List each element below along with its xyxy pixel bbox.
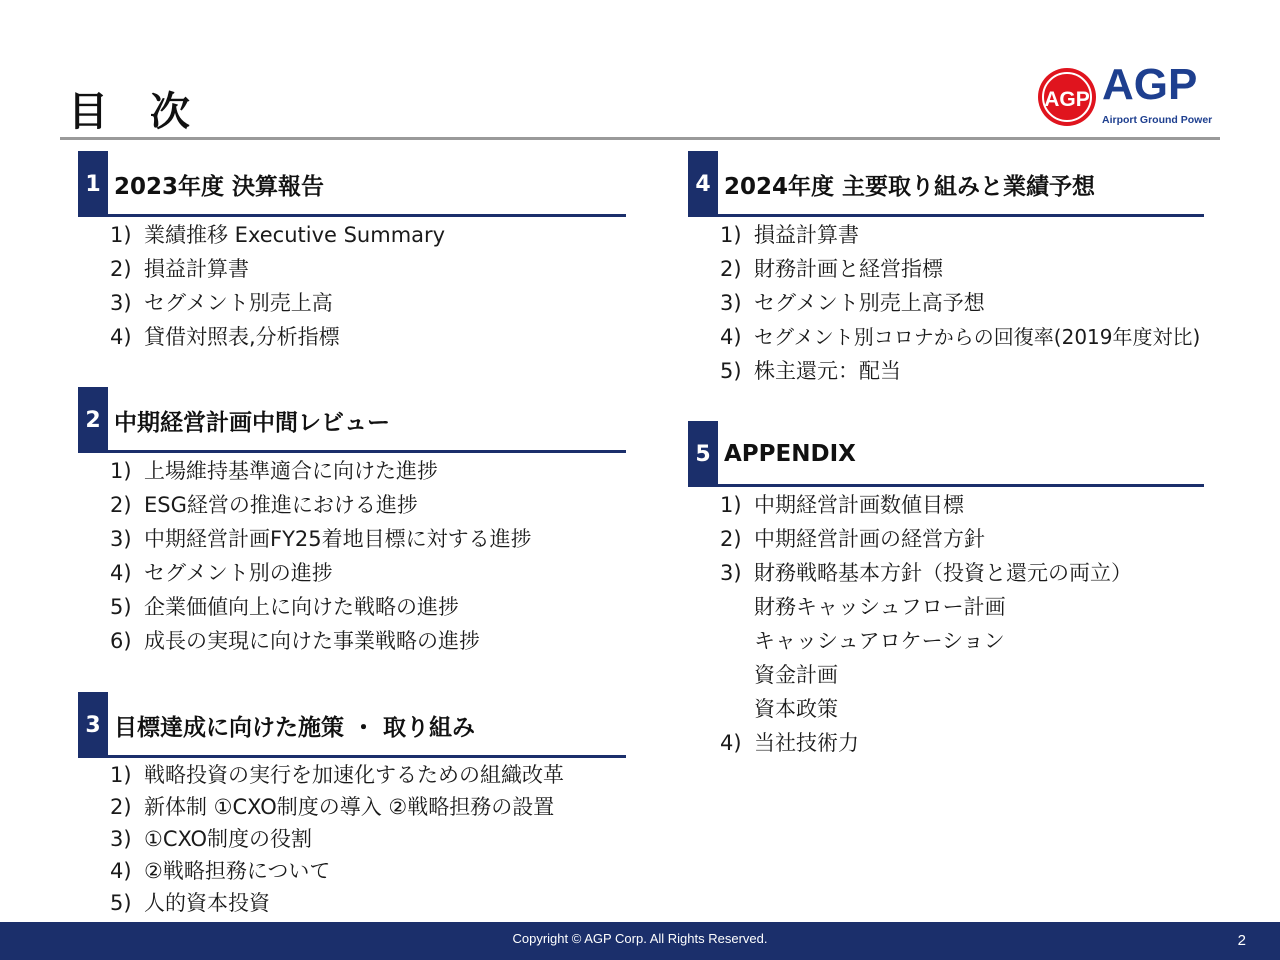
item-number: 1) bbox=[110, 223, 132, 247]
item-text: ①CXO制度の役割 bbox=[144, 827, 313, 851]
section-header bbox=[688, 151, 1208, 217]
list-item bbox=[78, 320, 628, 354]
item-number: 4) bbox=[720, 731, 742, 755]
section-rule bbox=[718, 214, 1204, 217]
section-rule bbox=[108, 450, 626, 453]
section-2 bbox=[78, 387, 628, 658]
item-number: 5) bbox=[720, 359, 742, 383]
item-number: 2) bbox=[720, 257, 742, 281]
emblem-text: AGP bbox=[1044, 88, 1090, 111]
item-number: 4) bbox=[110, 859, 132, 883]
item-text: 貸借対照表,分析指標 bbox=[144, 325, 340, 349]
item-text: 中期経営計画数値目標 bbox=[754, 493, 964, 517]
list-item bbox=[688, 320, 1208, 354]
list-subitem bbox=[688, 658, 1208, 692]
item-text: 企業価値向上に向けた戦略の進捗 bbox=[144, 595, 459, 619]
item-number: 4) bbox=[110, 561, 132, 585]
section-5 bbox=[688, 421, 1208, 760]
section-header bbox=[688, 421, 1208, 487]
title-divider bbox=[60, 137, 1220, 140]
section-number: 5 bbox=[688, 421, 718, 487]
logo-tagline: Airport Ground Power bbox=[1102, 114, 1213, 126]
item-text: 新体制 ①CXO制度の導入 ②戦略担務の設置 bbox=[144, 795, 555, 819]
item-text: 財務計画と経営指標 bbox=[754, 257, 943, 281]
item-text: 資本政策 bbox=[754, 697, 838, 721]
list-item bbox=[78, 590, 628, 624]
section-title: 中期経営計画中間レビュー bbox=[114, 409, 390, 436]
item-text: 人的資本投資 bbox=[144, 891, 270, 915]
list-item bbox=[78, 286, 628, 320]
list-item bbox=[78, 556, 628, 590]
item-number: 3) bbox=[110, 527, 132, 551]
list-subitem bbox=[688, 624, 1208, 658]
section-number: 2 bbox=[78, 387, 108, 453]
section-items bbox=[688, 218, 1208, 388]
item-text: 財務キャッシュフロー計画 bbox=[754, 595, 1006, 619]
item-number: 5) bbox=[110, 595, 132, 619]
list-subitem bbox=[688, 692, 1208, 726]
page-number: 2 bbox=[1237, 932, 1246, 949]
section-title: 目標達成に向けた施策 ・ 取り組み bbox=[114, 714, 476, 741]
item-number: 1) bbox=[110, 459, 132, 483]
item-number: 3) bbox=[110, 291, 132, 315]
item-number: 1) bbox=[110, 763, 132, 787]
section-header bbox=[78, 387, 628, 453]
section-rule bbox=[108, 214, 626, 217]
section-1 bbox=[78, 151, 628, 354]
item-text: 成長の実現に向けた事業戦略の進捗 bbox=[144, 629, 480, 653]
item-number: 3) bbox=[720, 561, 742, 585]
section-title: 2024年度 主要取り組みと業績予想 bbox=[724, 173, 1096, 200]
page-title: 目 次 bbox=[68, 89, 204, 135]
section-4 bbox=[688, 151, 1208, 388]
item-text: 中期経営計画の経営方針 bbox=[754, 527, 985, 551]
item-text: 中期経営計画FY25着地目標に対する進捗 bbox=[144, 527, 532, 551]
footer-bar bbox=[0, 922, 1280, 960]
section-header bbox=[78, 151, 628, 217]
section-items bbox=[688, 488, 1208, 760]
item-number: 2) bbox=[110, 795, 132, 819]
item-text: 業績推移 Executive Summary bbox=[144, 223, 446, 247]
list-item bbox=[78, 855, 628, 887]
item-text: 財務戦略基本方針（投資と還元の両立） bbox=[754, 561, 1132, 585]
section-number: 3 bbox=[78, 692, 108, 758]
section-items bbox=[78, 759, 628, 919]
list-item bbox=[78, 454, 628, 488]
item-text: 損益計算書 bbox=[144, 257, 249, 281]
section-rule bbox=[718, 484, 1204, 487]
agp-emblem-icon bbox=[1036, 66, 1098, 128]
list-item bbox=[688, 218, 1208, 252]
item-text: 資金計画 bbox=[754, 663, 838, 687]
list-item bbox=[688, 286, 1208, 320]
section-number: 4 bbox=[688, 151, 718, 217]
section-number: 1 bbox=[78, 151, 108, 217]
list-item bbox=[78, 252, 628, 286]
list-item bbox=[78, 759, 628, 791]
section-rule bbox=[108, 755, 626, 758]
item-number: 2) bbox=[720, 527, 742, 551]
list-item bbox=[688, 522, 1208, 556]
section-title: APPENDIX bbox=[724, 441, 856, 467]
section-header bbox=[78, 692, 628, 758]
section-items bbox=[78, 454, 628, 658]
list-subitem bbox=[688, 590, 1208, 624]
list-item bbox=[78, 624, 628, 658]
item-number: 2) bbox=[110, 257, 132, 281]
item-text: ②戦略担務について bbox=[144, 859, 331, 883]
item-text: セグメント別コロナからの回復率(2019年度対比) bbox=[754, 325, 1201, 349]
item-text: セグメント別売上高予想 bbox=[754, 291, 985, 315]
item-number: 1) bbox=[720, 493, 742, 517]
list-item bbox=[78, 522, 628, 556]
item-text: 上場維持基準適合に向けた進捗 bbox=[144, 459, 438, 483]
section-title: 2023年度 決算報告 bbox=[114, 173, 325, 200]
section-items bbox=[78, 218, 628, 354]
list-item bbox=[688, 354, 1208, 388]
item-text: キャッシュアロケーション bbox=[754, 629, 1005, 653]
section-3 bbox=[78, 692, 628, 919]
list-item bbox=[688, 556, 1208, 590]
item-text: ESG経営の推進における進捗 bbox=[144, 493, 418, 517]
list-item bbox=[78, 823, 628, 855]
item-text: 損益計算書 bbox=[754, 223, 859, 247]
copyright-text: Copyright © AGP Corp. All Rights Reserved. bbox=[512, 931, 768, 946]
list-item bbox=[78, 887, 628, 919]
item-number: 6) bbox=[110, 629, 132, 653]
item-number: 1) bbox=[720, 223, 742, 247]
list-item bbox=[78, 218, 628, 252]
agp-logo bbox=[1036, 60, 1226, 130]
list-item bbox=[688, 252, 1208, 286]
item-number: 3) bbox=[110, 827, 132, 851]
item-number: 4) bbox=[110, 325, 132, 349]
list-item bbox=[688, 726, 1208, 760]
item-text: セグメント別の進捗 bbox=[144, 561, 333, 585]
item-number: 5) bbox=[110, 891, 132, 915]
item-number: 3) bbox=[720, 291, 742, 315]
item-number: 2) bbox=[110, 493, 132, 517]
item-text: 株主還元：配当 bbox=[754, 359, 901, 383]
list-item bbox=[78, 488, 628, 522]
list-item bbox=[78, 791, 628, 823]
item-text: セグメント別売上高 bbox=[144, 291, 333, 315]
item-number: 4) bbox=[720, 325, 742, 349]
item-text: 戦略投資の実行を加速化するための組織改革 bbox=[144, 763, 564, 787]
logo-name: AGP bbox=[1102, 60, 1198, 109]
item-text: 当社技術力 bbox=[754, 731, 859, 755]
list-item bbox=[688, 488, 1208, 522]
